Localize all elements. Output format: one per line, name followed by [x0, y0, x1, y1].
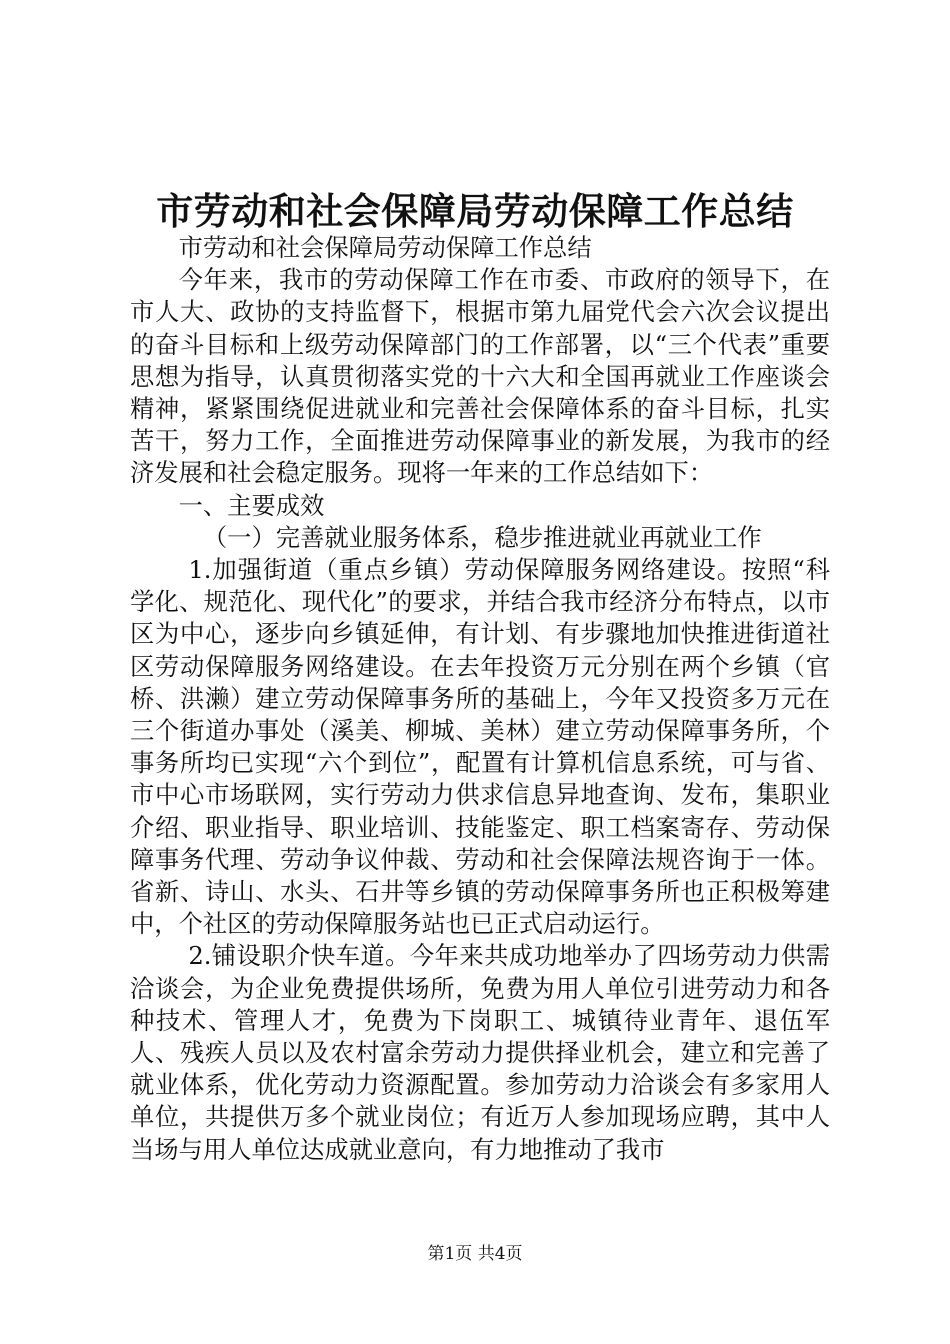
page-footer: 第1页 共4页 — [427, 1244, 523, 1264]
document-body — [130, 232, 830, 1166]
document-subtitle: 市劳动和社会保障局劳动保障工作总结 — [178, 233, 592, 262]
item-paragraph-1: 1.加强街道（重点乡镇）劳动保障服务网络建设。按照“科学化、规范化、现代化”的要求，并结合我市经济分布特点，以市区为中心，逐步向乡镇延伸，有计划、有步骤地加快推进街道社区劳动保障服务网络建设。在去年投资万元分别在两个乡镇（官桥、洪濑）建立劳动保障事务所的基础上，今年又投资多万元在三个街道办事处（溪美、柳城、美林）建立劳动保障事务所，个事务所均已实现“六个到位”，配置有计算机信息系统，可与省、市中心市场联网，实行劳动力供求信息异地查询、发布，集职业介绍、职业指导、职业培训、技能鉴定、职工档案寄存、劳动保障事务代理、劳动争议仲裁、劳动和社会保障法规咨询于一体。省新、诗山、水头、石井等乡镇的劳动保障事务所也正积极筹建中，个社区的劳动保障服务站也已正式启动运行。 — [130, 555, 830, 939]
intro-paragraph: 今年来，我市的劳动保障工作在市委、市政府的领导下，在市人大、政协的支持监督下，根据市第九届党代会六次会议提出的奋斗目标和上级劳动保障部门的工作部署，以“三个代表”重要思想为指导，认真贯彻落实党的十六大和全国再就业工作座谈会精神，紧紧围绕促进就业和完善社会保障体系的奋斗目标，扎实苦干，努力工作，全面推进劳动保障事业的新发展，为我市的经济发展和社会稳定服务。现将一年来的工作总结如下： — [130, 265, 830, 488]
subsection-heading: （一）完善就业服务体系，稳步推进就业再就业工作 — [202, 522, 762, 552]
section-heading: 一、主要成效 — [178, 490, 325, 520]
document-title: 市劳动和社会保障局劳动保障工作总结 — [156, 189, 794, 233]
item-paragraph-2: 2.铺设职介快车道。今年来共成功地举办了四场劳动力供需洽谈会，为企业免费提供场所，免费为用人单位引进劳动力和各种技术、管理人才，免费为下岗职工、城镇待业青年、退伍军人、残疾人员以及农村富余劳动力提供择业机会，建立和完善了就业体系，优化劳动力资源配置。参加劳动力洽谈会有多家用人单位，共提供万多个就业岗位；有近万人参加现场应聘，其中人当场与用人单位达成就业意向，有力地推动了我市 — [130, 941, 830, 1164]
